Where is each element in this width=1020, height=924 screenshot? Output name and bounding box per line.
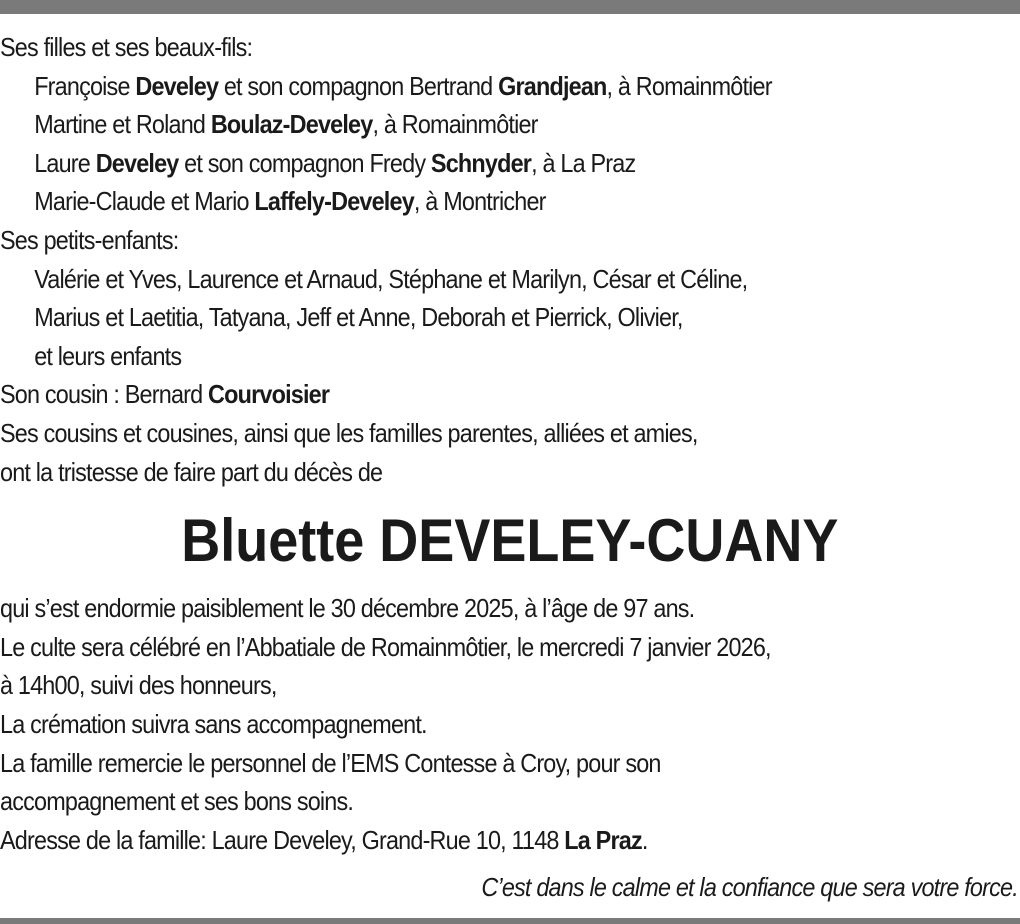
text: . [641,824,648,855]
surname: Laffely-Develey [254,186,414,217]
text: , à Montricher [413,186,546,217]
surname: Schnyder [430,147,532,178]
detail-line-3: à 14h00, suivi des honneurs, [0,670,277,701]
detail-line-4: La crémation suivra sans accompagnement. [0,708,427,739]
surname: Boulaz-Develey [210,109,373,140]
text: Laure [34,147,96,178]
motto: C’est dans le calme et la confiance que sera votre force. [481,872,1018,903]
daughter-line-1 [0,67,1020,106]
daughter-line-3 [0,144,1020,183]
text: Françoise [34,70,136,101]
detail-line-2: Le culte sera célébré en l’Abbatiale de Romainmôtier, le mercredi 7 janvier 2026, [0,631,771,662]
surname: Develey [135,70,219,101]
town: La Praz [564,824,642,855]
text: Son cousin : Bernard [0,379,209,410]
grandchildren-line-1: Valérie et Yves, Laurence et Arnaud, Stéphane et Marilyn, César et Céline, [34,263,748,294]
top-rule [0,0,1020,14]
surname: Courvoisier [208,379,330,410]
text: , à La Praz [531,147,636,178]
daughter-line-4 [0,182,1020,221]
grandchildren-line-2: Marius et Laetitia, Tatyana, Jeff et Anne, Deborah et Pierrick, Olivier, [34,302,683,333]
grandchildren-line-3: et leurs enfants [34,340,182,371]
detail-line-6: accompagnement et ses bons soins. [0,786,354,817]
address-line [0,821,1020,860]
grandchildren-heading: Ses petits-enfants: [0,224,179,255]
cousins-line: Ses cousins et cousines, ainsi que les familles parentes, alliées et amies, [0,417,698,448]
cousin-line [0,375,1020,414]
announce-line: ont la tristesse de faire part du décès de [0,456,383,487]
text: , à Romainmôtier [372,109,538,140]
detail-line-5: La famille remercie le personnel de l’EMS Contesse à Croy, pour son [0,747,661,778]
daughter-line-2 [0,105,1020,144]
text: Adresse de la famille: Laure Develey, Grand-Rue 10, 1148 [0,824,565,855]
text: Martine et Roland [34,109,211,140]
deceased-name: Bluette DEVELEY-CUANY [181,507,839,575]
detail-line-1: qui s’est endormie paisiblement le 30 décembre 2025, à l’âge de 97 ans. [0,593,695,624]
text: et son compagnon Fredy [178,147,431,178]
bottom-rule [0,918,1020,924]
text: et son compagnon Bertrand [218,70,499,101]
text: , à Romainmôtier [606,70,772,101]
text: Marie-Claude et Mario [34,186,255,217]
surname: Develey [95,147,179,178]
daughters-heading: Ses filles et ses beaux-fils: [0,32,253,62]
surname: Grandjean [498,70,607,101]
obituary-text [0,28,1020,907]
